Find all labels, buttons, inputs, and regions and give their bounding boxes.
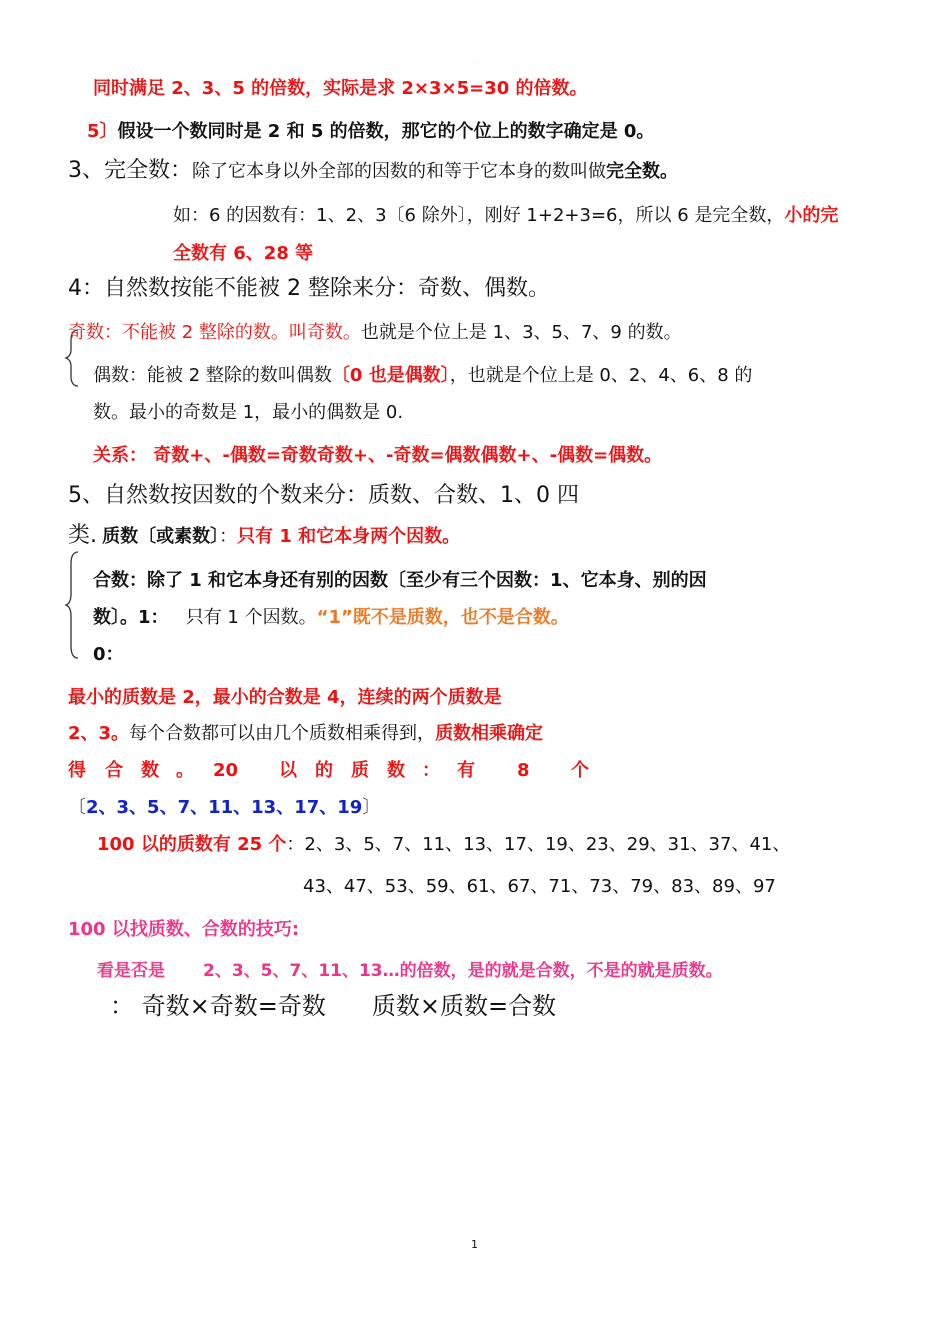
item-5-number: 5〕	[87, 121, 118, 142]
prime-colon: ：	[219, 526, 238, 547]
spread-char: 个	[571, 760, 589, 781]
perfect-example-highlight: 小的完	[784, 205, 839, 226]
spread-char: 有	[457, 760, 475, 781]
perfect-number-term: 完全数。	[606, 161, 678, 182]
bracket-close: 〕	[362, 797, 381, 818]
spread-char: ：	[422, 760, 440, 781]
one-label: 数〕。1：	[93, 607, 169, 628]
section-4-title: 4：自然数按能不能被 2 整除来分：奇数、偶数。	[68, 276, 550, 301]
primes-under-20: 2、3、5、7、11、13、17、19	[86, 797, 363, 818]
spread-char: 20	[213, 760, 239, 781]
primes-under-100-continued: 43、47、53、59、61、67、71、73、79、83、89、97	[303, 876, 776, 897]
one-factor-note: 只有 1 个因数。	[185, 607, 317, 628]
odd-number-definition: 奇数：不能被 2 整除的数。叫奇数。	[68, 322, 361, 343]
odd-number-line	[68, 322, 682, 344]
perfect-example-continued: 全数有 6、28 等	[173, 243, 314, 264]
even-number-digits: ，也就是个位上是 0、2、4、6、8 的	[449, 365, 753, 386]
number-type-brace	[64, 550, 82, 660]
composite-line-2	[93, 607, 569, 629]
spread-char: 8	[517, 760, 530, 781]
prime-definition: 只有 1 和它本身两个因数。	[237, 526, 461, 547]
page-number: 1	[471, 1238, 478, 1251]
tips-lead: 看是否是	[97, 961, 165, 981]
section-3-title: 3、完全数：	[68, 158, 192, 183]
bracket-open: 〔	[68, 797, 86, 818]
perfect-number-definition: 除了它本身以外全部的因数的和等于它本身的数叫做	[192, 161, 606, 182]
odd-product-rule: ： 奇数×奇数=奇数	[110, 992, 326, 1020]
composite-definition: 合数：除了 1 和它本身还有别的因数〔至少有三个因数：1、它本身、别的因	[93, 570, 707, 591]
line-item-5	[87, 121, 654, 143]
prime-product-highlight: 质数相乘确定	[435, 723, 544, 744]
consecutive-primes: 2、3。	[68, 723, 130, 744]
even-zero-note: 〔0 也是偶数〕	[331, 365, 450, 386]
product-rules-line	[110, 992, 556, 1021]
tips-rule: 2、3、5、7、11、13…的倍数，是的就是合数，不是的就是质数。	[203, 961, 723, 981]
spread-char: 的	[315, 760, 333, 781]
even-number-line	[93, 365, 752, 387]
perfect-number-example	[173, 205, 838, 227]
prime-line	[68, 523, 460, 549]
line-common-multiple: 同时满足 2、3、5 的倍数，实际是求 2×3×5=30 的倍数。	[93, 78, 588, 99]
smallest-prime-continued	[68, 723, 543, 745]
item-5-text: 假设一个数同时是 2 和 5 的倍数，那它的个位上的数字确定是 0。	[117, 121, 655, 142]
tips-title: 100 以找质数、合数的技巧:	[68, 919, 300, 940]
spread-char: 。	[176, 760, 194, 781]
odd-even-relations: 关系： 奇数+、-偶数=奇数奇数+、-奇数=偶数偶数+、-偶数=偶数。	[93, 445, 663, 466]
tips-line	[97, 961, 723, 981]
primes-under-100-label: 100 以的质数有 25 个	[97, 834, 287, 855]
primes-under-100-line	[97, 834, 790, 856]
section-5-title: 5、自然数按因数的个数来分：质数、合数、1、0 四	[68, 483, 579, 508]
section-3-heading	[68, 158, 678, 184]
even-number-continued: 数。最小的奇数是 1，最小的偶数是 0.	[93, 402, 404, 423]
primes-under-100-list: ：2、3、5、7、11、13、17、19、23、29、31、37、41、	[286, 834, 791, 855]
spread-char: 得	[68, 760, 86, 781]
prime-term: 质数〔或素数〕	[102, 526, 220, 547]
even-number-definition: 偶数：能被 2 整除的数叫偶数	[93, 365, 332, 386]
spread-char: 数	[141, 760, 159, 781]
spread-char: 质	[351, 760, 369, 781]
zero-label: 0：	[93, 644, 124, 665]
perfect-example-text: 如：6 的因数有：1、2、3〔6 除外〕，刚好 1+2+3=6，所以 6 是完全数，	[173, 205, 785, 226]
prime-product-rule: 质数×质数=合数	[371, 992, 557, 1020]
one-neither-note: “1”既不是质数，也不是合数。	[316, 607, 569, 628]
smallest-prime-line: 最小的质数是 2，最小的合数是 4，连续的两个质数是	[68, 687, 502, 708]
top-mark: .	[473, 58, 475, 65]
primes-under-20-list	[68, 797, 380, 819]
spread-char: 数	[387, 760, 405, 781]
section-5-lei: 类.	[68, 523, 97, 548]
spread-char: 以	[279, 760, 297, 781]
composite-product-note: 每个合数都可以由几个质数相乘得到，	[129, 723, 436, 744]
spread-char: 合	[105, 760, 123, 781]
odd-number-digits: 也就是个位上是 1、3、5、7、9 的数。	[360, 322, 682, 343]
